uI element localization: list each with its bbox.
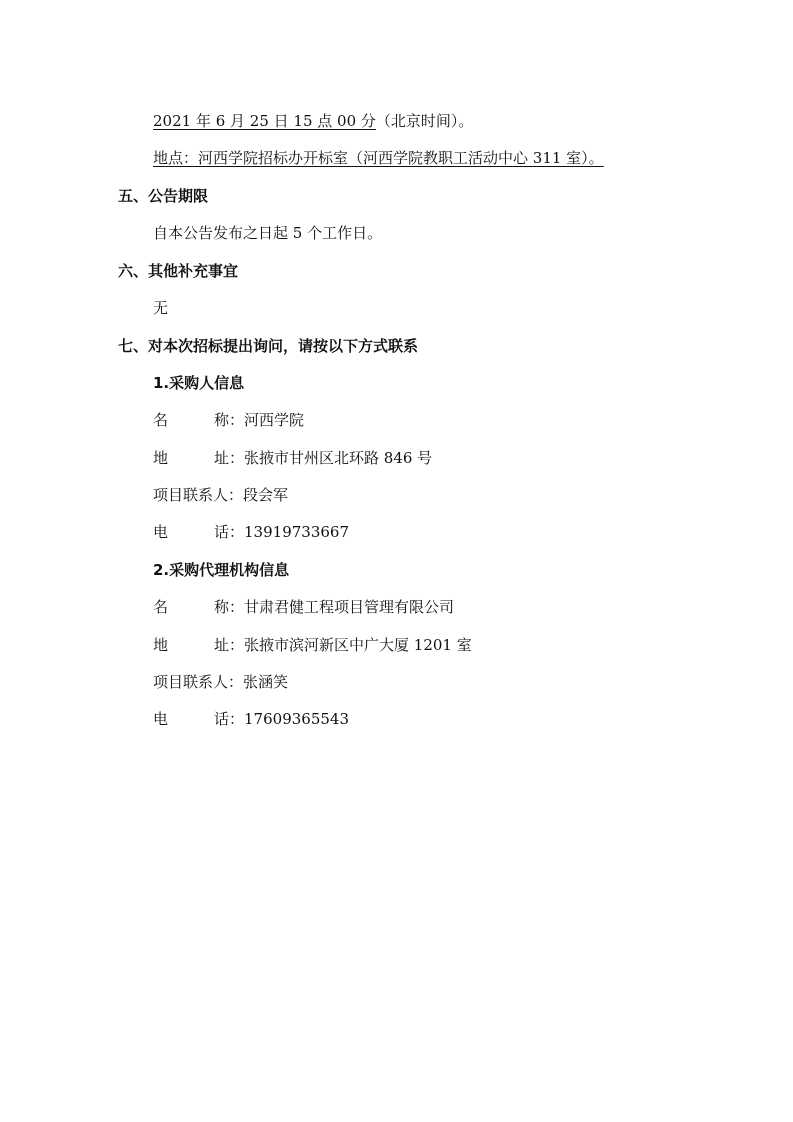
phone-label-char1: 电 (153, 523, 169, 541)
purchaser-phone: 13919733667 (244, 523, 349, 541)
name-label-char1: 名 (153, 411, 169, 429)
open-time-date: 2021 年 6 月 25 日 15 点 00 分 (153, 112, 376, 130)
open-time-suffix: （北京时间）。 (375, 112, 474, 130)
address-label-char1: 地 (153, 636, 169, 654)
agency-name-row (153, 597, 454, 617)
agency-address-row (153, 635, 472, 655)
section5-heading: 五、公告期限 (118, 187, 209, 205)
name-label-char2: 称： (214, 411, 245, 429)
agency-phone-row (153, 709, 349, 729)
location-line (153, 148, 604, 168)
purchaser-title: 1.采购人信息 (153, 374, 245, 392)
section5-text: 自本公告发布之日起 5 个工作日。 (153, 224, 383, 242)
phone-label-char1: 电 (153, 710, 169, 728)
location-text: 地点：河西学院招标办开标室（河西学院教职工活动中心 311 室）。 (153, 149, 604, 167)
name-label-char2: 称： (214, 598, 245, 616)
address-label-char2: 址： (214, 449, 245, 467)
contact-label: 项目联系人： (153, 673, 244, 691)
purchaser-phone-row (153, 522, 349, 542)
purchaser-contact: 段会军 (243, 486, 289, 504)
address-label-char1: 地 (153, 449, 169, 467)
address-label-char2: 址： (214, 636, 245, 654)
section6-heading: 六、其他补充事宜 (118, 262, 239, 280)
phone-label-char2: 话： (214, 523, 245, 541)
agency-address: 张掖市滨河新区中广大厦 1201 室 (244, 636, 472, 654)
section6-text: 无 (153, 299, 169, 317)
agency-contact-row (153, 672, 288, 692)
agency-name: 甘肃君健工程项目管理有限公司 (244, 598, 455, 616)
purchaser-name-row (153, 410, 304, 430)
agency-title: 2.采购代理机构信息 (153, 561, 290, 579)
name-label-char1: 名 (153, 598, 169, 616)
phone-label-char2: 话： (214, 710, 245, 728)
agency-contact: 张涵笑 (243, 673, 289, 691)
contact-label: 项目联系人： (153, 486, 244, 504)
agency-phone: 17609365543 (244, 710, 349, 728)
purchaser-address-row (153, 448, 432, 468)
purchaser-name: 河西学院 (244, 411, 305, 429)
purchaser-contact-row (153, 485, 288, 505)
section7-heading: 七、对本次招标提出询问，请按以下方式联系 (118, 337, 419, 355)
purchaser-address: 张掖市甘州区北环路 846 号 (244, 449, 433, 467)
open-time-line (153, 111, 473, 131)
